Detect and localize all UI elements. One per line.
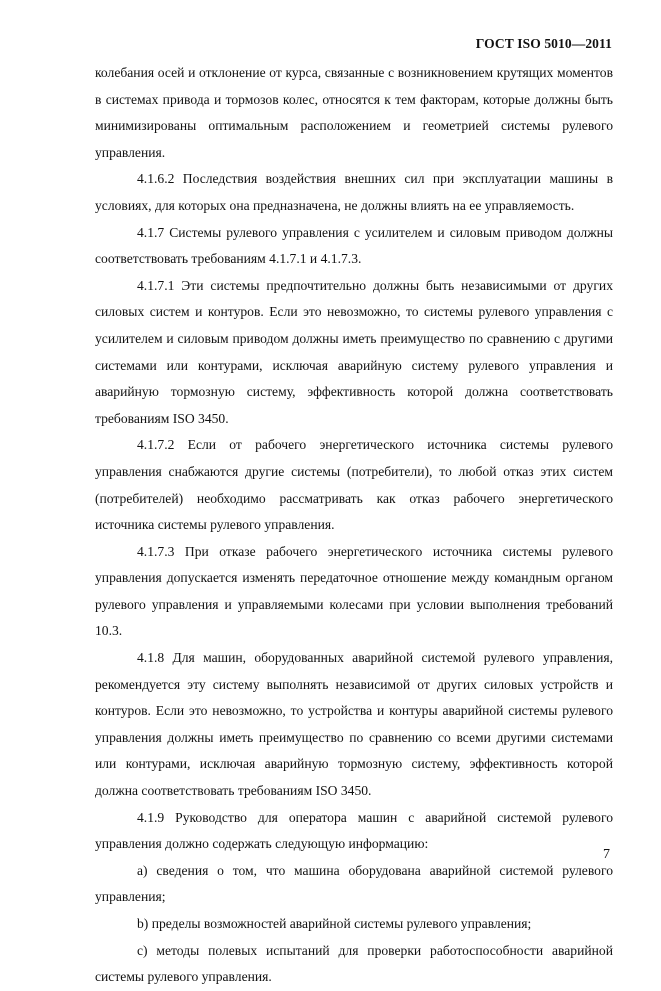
document-body: [95, 60, 613, 991]
list-item-a: a) сведения о том, что машина оборудована аварийной системой рулевого управления;: [95, 862, 613, 905]
paragraph-4-1-9: 4.1.9 Руководство для оператора машин с аварийной системой рулевого управления должно содержать следующую информацию:: [95, 809, 613, 852]
paragraph-4-1-6-2: 4.1.6.2 Последствия воздействия внешних сил при эксплуатации машины в условиях, для которых она предназначена, не должны влиять на ее управляемость.: [95, 171, 613, 213]
list-item-b: b) пределы возможностей аварийной системы рулевого управления;: [137, 916, 532, 931]
paragraph-continuation: колебания осей и отклонение от курса, связанные с возникновением крутящих моментов в системах привода и тормозов колес, относятся к тем факторам, которые должны быть минимизированы оптимальным расположением и геометрией системы рулевого управления.: [95, 65, 613, 160]
paragraph-4-1-7-1: 4.1.7.1 Эти системы предпочтительно должны быть независимыми от других силовых систем и контуров. Если это невозможно, то системы рулевого управления с усилителем и силовым приводом должны иметь преимущество по сравнению с другими системами или контурами, исключая аварийную систему рулевого управления и аварийную тормозную систему, эффективность которой должна соответствовать требованиям ISO 3450.: [95, 277, 613, 426]
paragraph-4-1-7-3: 4.1.7.3 При отказе рабочего энергетического источника системы рулевого управления допускается изменять передаточное отношение между командным органом рулевого управления и управляемыми колесами при условии выполнения требований 10.3.: [95, 543, 613, 639]
paragraph-4-1-7: 4.1.7 Системы рулевого управления с усилителем и силовым приводом должны соответствовать требованиям 4.1.7.1 и 4.1.7.3.: [95, 224, 613, 267]
paragraph-4-1-7-2: 4.1.7.2 Если от рабочего энергетического источника системы рулевого управления снабжаются другие системы (потребители), то любой отказ этих систем (потребителей) необходимо рассматривать как отказ рабочего энергетического источника системы рулевого управления.: [95, 437, 613, 533]
page-number: 7: [603, 847, 610, 862]
paragraph-4-1-8: 4.1.8 Для машин, оборудованных аварийной системой рулевого управления, рекомендуется эту систему выполнять независимой от других силовых устройств и контуров. Если это невозможно, то устройства и контуры аварийной системы рулевого управления должны иметь преимущество по сравнению со всеми другими системами или контурами, исключая аварийную тормозную систему, эффективность которой должна соответствовать требованиям ISO 3450.: [95, 650, 613, 799]
list-item-c: c) методы полевых испытаний для проверки работоспособности аварийной системы рулевого управления.: [95, 942, 613, 985]
page-header-standard: ГОСТ ISO 5010—2011: [475, 36, 612, 51]
